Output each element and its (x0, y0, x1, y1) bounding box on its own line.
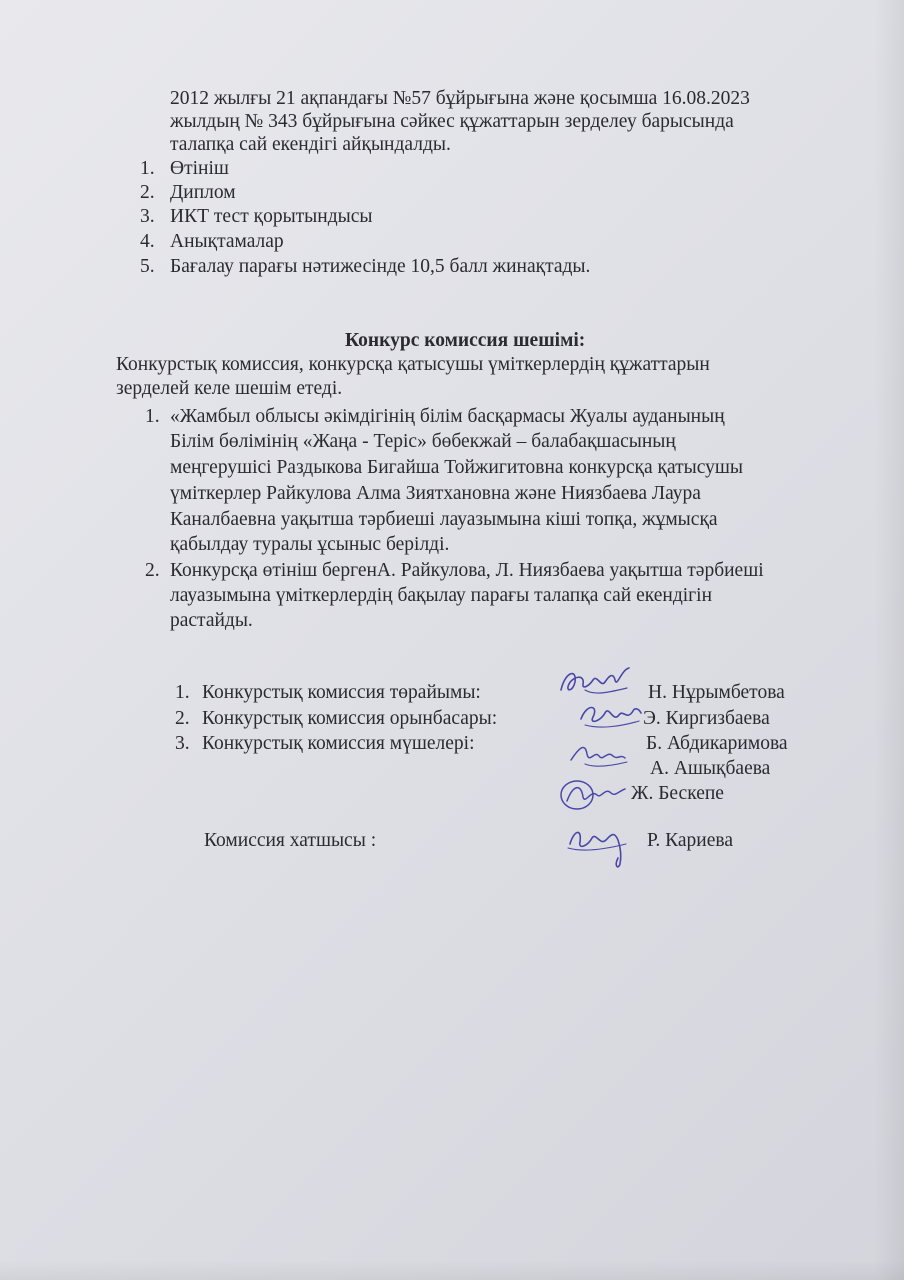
list-item: Диплом (170, 182, 236, 203)
list-item: Анықтамалар (170, 231, 284, 252)
list-number: 3. (140, 206, 155, 227)
list-item: Бағалау парағы нәтижесінде 10,5 балл жинақтады. (170, 256, 591, 277)
intro-line: 2012 жылғы 21 ақпандағы №57 бұйрығына және қосымша 16.08.2023 (170, 88, 750, 109)
signatory-role: Конкурстық комиссия орынбасары: (202, 708, 498, 729)
decision-intro-line: Конкурстық комиссия, конкурсқа қатысушы үміткерлердің құжаттарын (116, 354, 710, 375)
page-bottom-edge (0, 1260, 904, 1280)
list-number: 5. (140, 256, 155, 277)
decision-line: Білім бөлімінің «Жаңа - Теріс» бөбекжай – балабақшасының (170, 431, 676, 452)
decision-line: қабылдау туралы ұсыныс берілді. (170, 534, 450, 555)
signatory-role: Конкурстық комиссия төрайымы: (202, 682, 481, 703)
signatory-number: 2. (175, 708, 190, 729)
list-number: 2. (140, 182, 155, 203)
decision-heading: Конкурс комиссия шешімі: (345, 330, 586, 351)
decision-line: «Жамбыл облысы әкімдігінің білім басқармасы Жуалы ауданының (170, 406, 725, 427)
decision-number: 1. (145, 406, 160, 427)
signatory-number: 3. (175, 733, 190, 754)
decision-intro-line: зерделей келе шешім етеді. (116, 378, 343, 399)
signatory-name: Ж. Бескепе (631, 783, 724, 804)
list-number: 4. (140, 231, 155, 252)
signatory-name: Б. Абдикаримова (646, 733, 788, 754)
secretary-name: Р. Кариева (647, 830, 734, 851)
signatory-name: А. Ашықбаева (650, 758, 771, 779)
page-shadow-edge (874, 0, 904, 1280)
signature-member2-icon (555, 775, 631, 815)
decision-line: растайды. (170, 610, 253, 631)
signatory-role: Конкурстық комиссия мүшелері: (202, 733, 475, 754)
list-item: Өтініш (170, 158, 229, 179)
intro-line: жылдың № 343 бұйрығына сәйкес құжаттарын зерделеу барысында (170, 111, 734, 132)
decision-line: үміткерлер Райкулова Алма Зиятхановна және Ниязбаева Лаура (170, 483, 701, 504)
decision-line: Каналбаевна уақытша тәрбиеші лауазымына кіші топқа, жұмысқа (170, 509, 718, 530)
decision-number: 2. (145, 560, 160, 581)
signatory-number: 1. (175, 682, 190, 703)
signature-deputy-icon (575, 697, 645, 733)
signatory-name: Н. Нұрымбетова (648, 682, 785, 703)
signatory-name: Э. Киргизбаева (643, 708, 770, 729)
decision-line: Конкурсқа өтініш бергенА. Райкулова, Л. Ниязбаева уақытша тәрбиеші (170, 560, 764, 581)
list-item: ИКТ тест қорытындысы (170, 206, 373, 227)
decision-line: лауазымына үміткерлердің бақылау парағы талапқа сай екендігін (170, 585, 713, 606)
intro-line: талапқа сай екендігі айқындалды. (170, 134, 451, 155)
list-number: 1. (140, 158, 155, 179)
decision-line: меңгерушісі Раздыкова Бигайша Тойжигитовна конкурсқа қатысушы (170, 457, 744, 478)
secretary-role: Комиссия хатшысы : (204, 830, 377, 851)
signature-member-icon (565, 738, 635, 772)
signature-secretary-icon (562, 818, 638, 874)
